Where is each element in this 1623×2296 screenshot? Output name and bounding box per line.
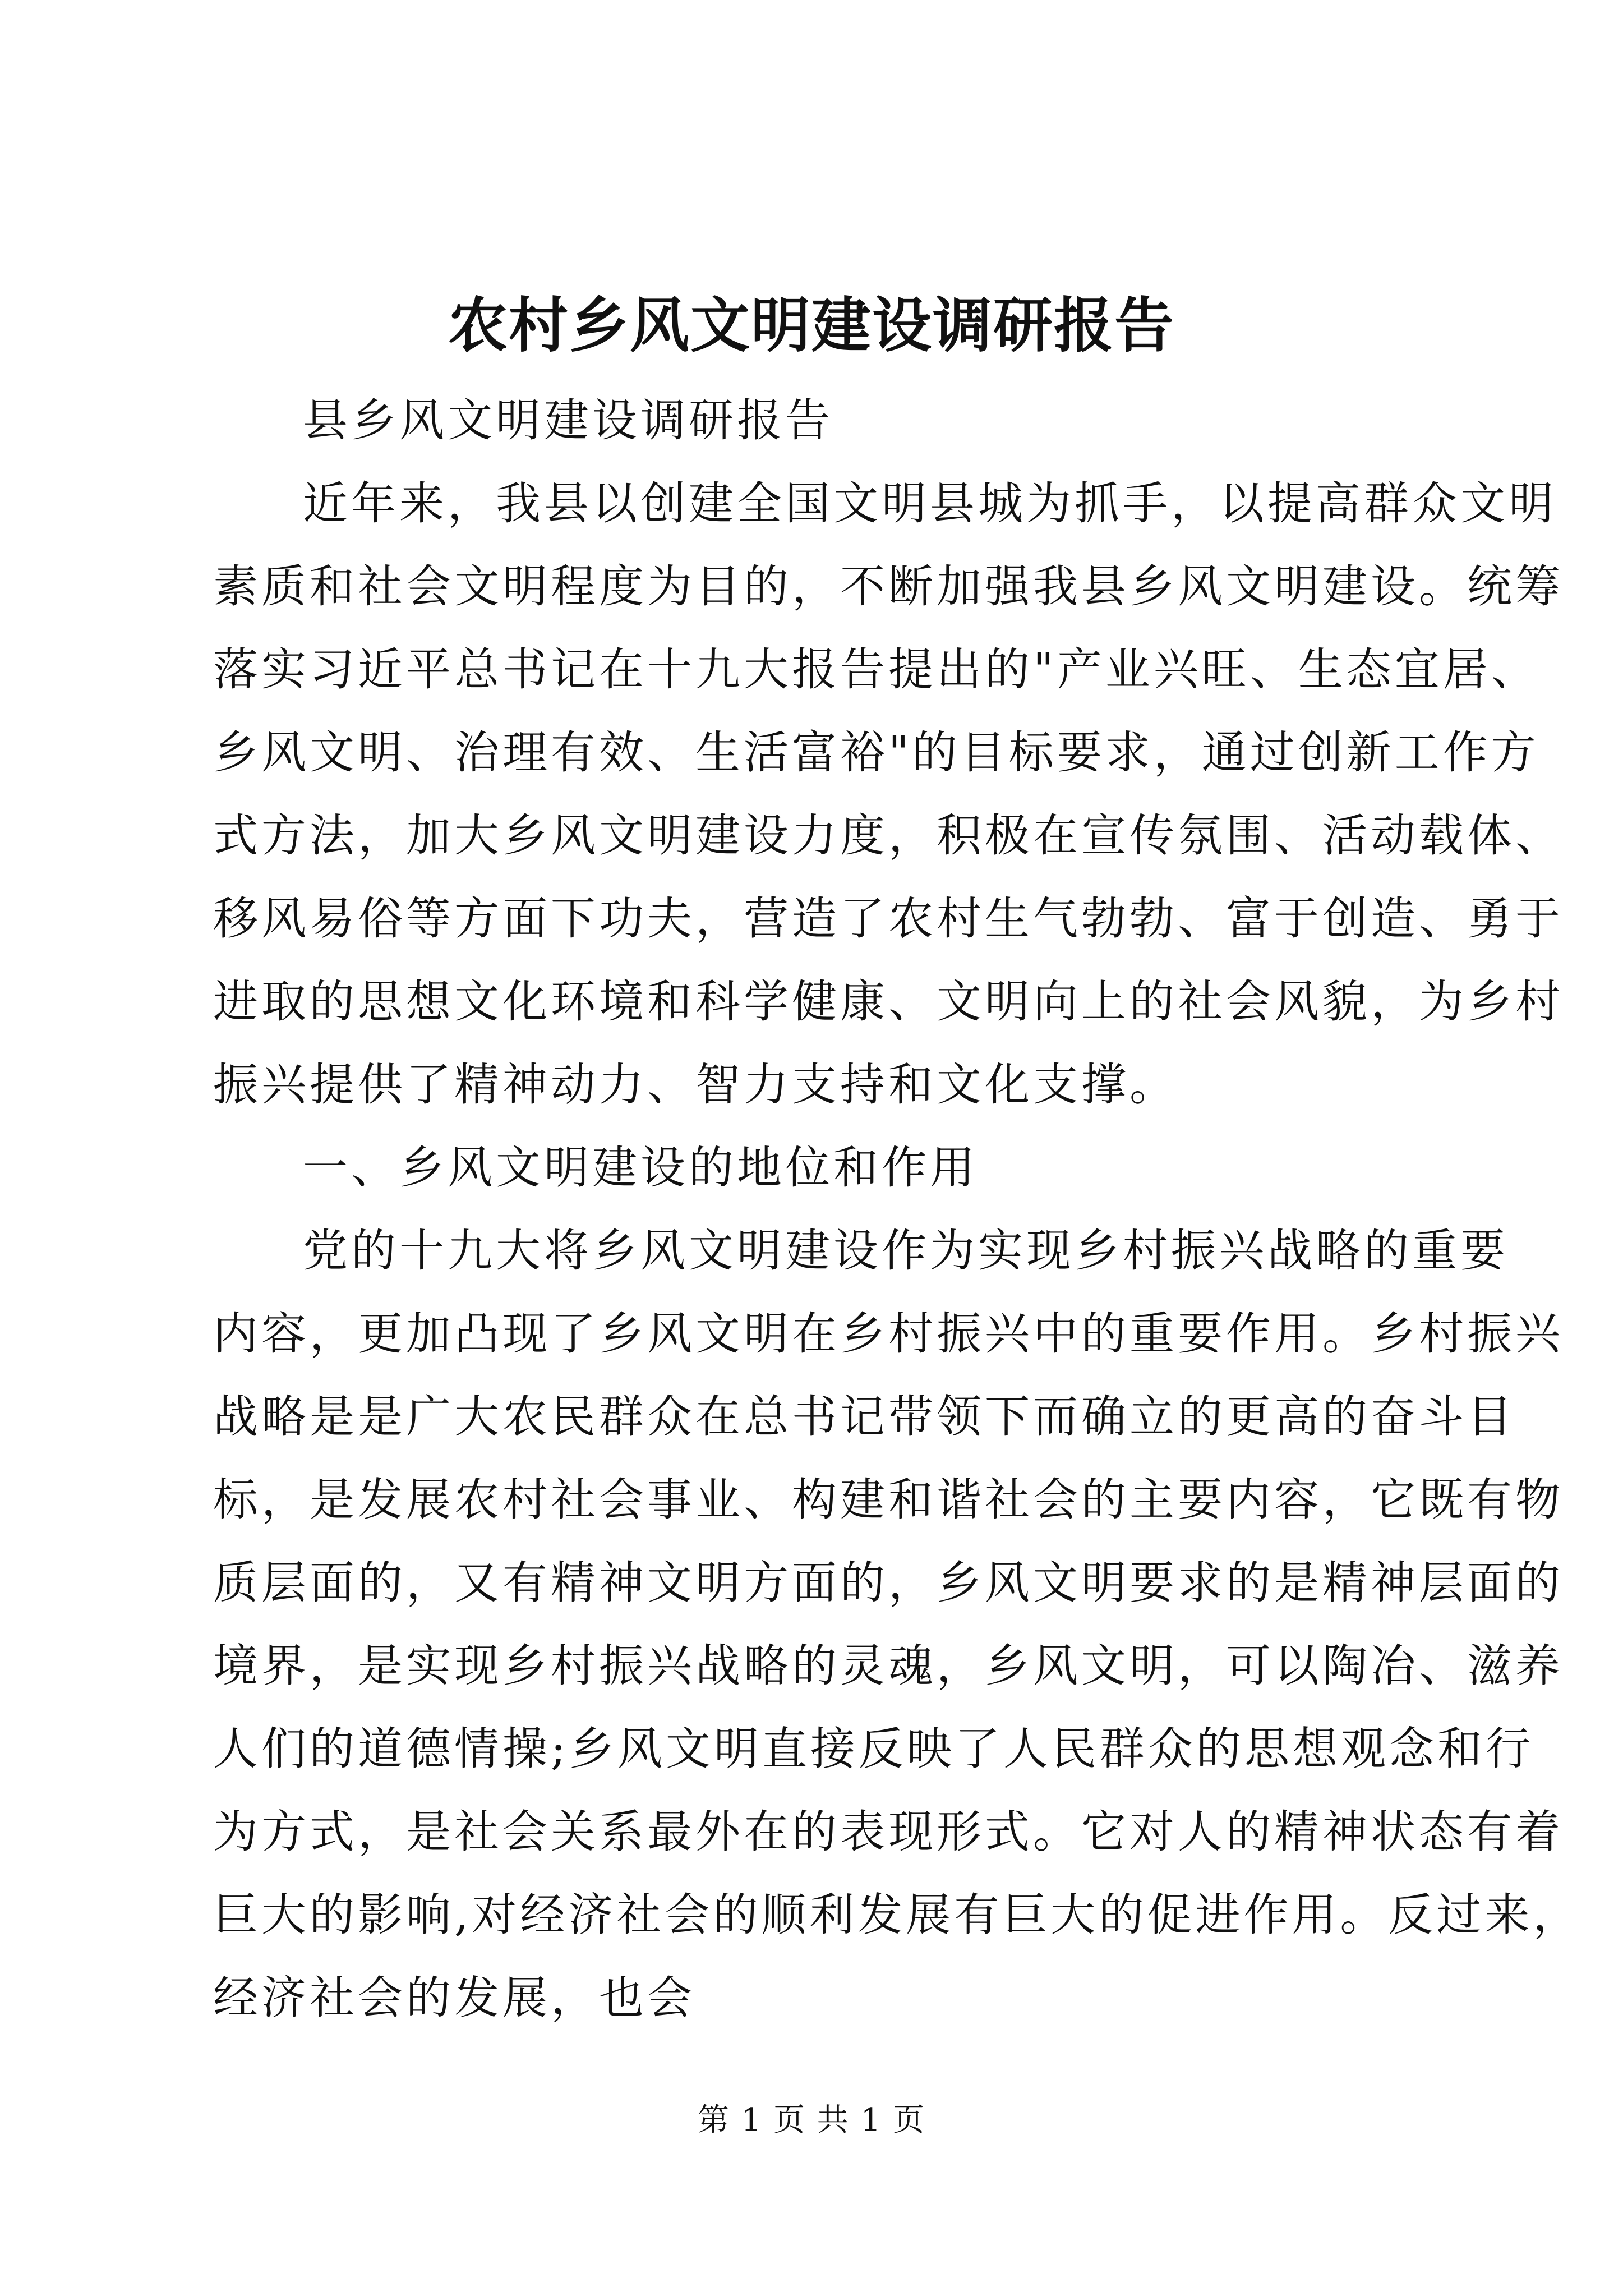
paragraph-line: 落实习近平总书记在十九大报告提出的"产业兴旺、生态宜居、 (213, 643, 1539, 696)
paragraph-line: 人们的道德情操;乡风文明直接反映了人民群众的思想观念和行 (213, 1723, 1534, 1775)
paragraph-line: 近年来，我县以创建全国文明县城为抓手，以提高群众文明 (303, 477, 1557, 530)
paragraph-line: 素质和社会文明程度为目的，不断加强我县乡风文明建设。统筹 (213, 560, 1564, 613)
paragraph-line: 振兴提供了精神动力、智力支持和文化支撑。 (213, 1059, 1178, 1111)
paragraph-line: 巨大的影响,对经济社会的顺利发展有巨大的促进作用。反过来， (213, 1889, 1581, 1941)
paragraph-line: 进取的思想文化环境和科学健康、文明向上的社会风貌，为乡村 (213, 976, 1564, 1028)
paragraph-line: 县乡风文明建设调研报告 (303, 394, 833, 447)
paragraph-line: 战略是是广大农民群众在总书记带领下而确立的更高的奋斗目 (213, 1391, 1515, 1443)
paragraph-line: 境界，是实现乡村振兴战略的灵魂，乡风文明，可以陶冶、滋养 (213, 1640, 1564, 1692)
paragraph-intro (213, 462, 1564, 1126)
paragraph-line: 标，是发展农村社会事业、构建和谐社会的主要内容，它既有物 (213, 1474, 1564, 1526)
paragraph-line: 为方式，是社会关系最外在的表现形式。它对人的精神状态有着 (213, 1806, 1564, 1858)
document-body (213, 379, 1581, 2040)
document-title: 农村乡风文明建设调研报告 (448, 290, 1175, 360)
paragraph-line: 式方法，加大乡风文明建设力度，积极在宣传氛围、活动载体、 (213, 809, 1564, 862)
paragraph-line: 质层面的，又有精神文明方面的，乡风文明要求的是精神层面的 (213, 1557, 1564, 1609)
paragraph-line: 乡风文明、治理有效、生活富裕"的目标要求，通过创新工作方 (213, 726, 1539, 779)
paragraph-line: 内容，更加凸现了乡风文明在乡村振兴中的重要作用。乡村振兴 (213, 1308, 1564, 1360)
paragraph-line: 移风易俗等方面下功夫，营造了农村生气勃勃、富于创造、勇于 (213, 892, 1564, 945)
paragraph-line: 党的十九大将乡风文明建设作为实现乡村振兴战略的重要 (303, 1225, 1509, 1277)
page-number-footer: 第 1 页 共 1 页 (697, 2102, 926, 2138)
paragraph-line: 经济社会的发展，也会 (213, 1972, 695, 2024)
section-heading (213, 1126, 1424, 1209)
paragraph-section-1-body (213, 1209, 1581, 2040)
paragraph-subtitle (213, 379, 1424, 462)
paragraph-line: 一、乡风文明建设的地位和作用 (303, 1142, 978, 1194)
